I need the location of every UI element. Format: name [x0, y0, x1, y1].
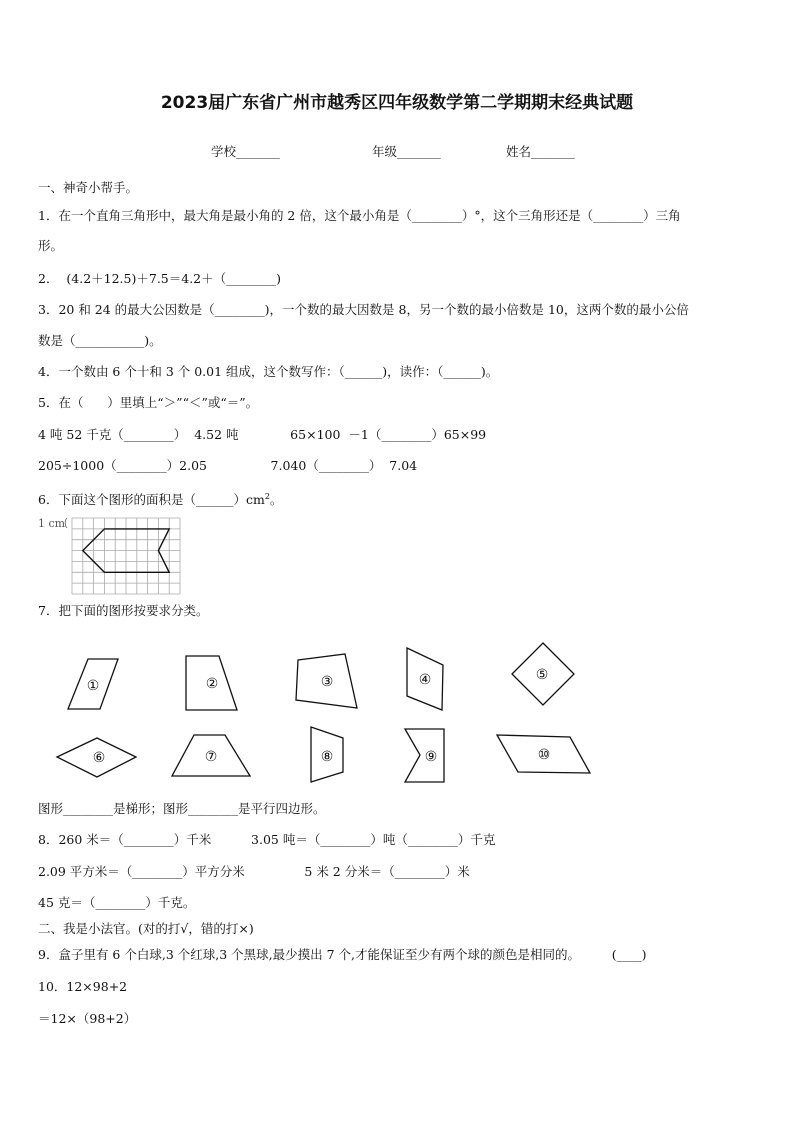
shape-label-2: ② — [205, 676, 219, 692]
question-8-line-2: 2.09 平方米＝（________）平方分米 5 米 2 分米＝（________）米 — [38, 864, 470, 879]
question-9: 9．盒子里有 6 个白球,3 个红球,3 个黑球,最少摸出 7 个,才能保证至少有两个球的颜色是相同的。 (____) — [38, 947, 647, 962]
question-8-line-3: 45 克＝（________）千克。 — [38, 895, 196, 910]
section-2-heading: 二、我是小法官。(对的打√，错的打×) — [38, 921, 254, 936]
shape-label-9: ⑨ — [424, 749, 438, 765]
shape-label-10: ⑩ — [537, 747, 551, 763]
shape-label-1: ① — [86, 678, 100, 694]
grid-unit-label: 1 cm — [38, 517, 66, 530]
question-3-line-2: 数是（___________)。 — [38, 333, 162, 348]
question-4: 4．一个数由 6 个十和 3 个 0.01 组成，这个数写作：（______)，读作：（______)。 — [38, 364, 499, 379]
question-1-line-1: 1．在一个直角三角形中，最大角是最小角的 2 倍，这个最小角是（________）°，这个三角形还是（________）三角 — [38, 208, 681, 223]
shape-label-6: ⑥ — [92, 750, 106, 766]
question-7-answer: 图形________是梯形；图形________是平行四边形。 — [38, 801, 326, 816]
question-5: 5．在（ ）里填上“＞”“＜”或“＝”。 — [38, 395, 259, 410]
shape-label-4: ④ — [418, 672, 432, 688]
grade-field[interactable]: 年级_______ — [372, 144, 441, 159]
name-field[interactable]: 姓名_______ — [506, 144, 575, 159]
question-10-line-2: ＝12×（98+2） — [38, 1011, 137, 1026]
page-title: 2023届广东省广州市越秀区四年级数学第二学期期末经典试题 — [160, 93, 634, 113]
shapes-figure — [0, 636, 794, 786]
shape-label-5: ⑤ — [535, 667, 549, 683]
question-6-end: 。 — [269, 492, 283, 508]
question-10-line-1: 10．12×98+2 — [38, 979, 128, 994]
question-6-superscript: 2 — [264, 492, 270, 501]
question-5-row-2: 205÷1000（________）2.05 7.040（________） 7.04 — [38, 458, 418, 473]
section-1-heading: 一、神奇小帮手。 — [38, 180, 139, 195]
question-8-line-1: 8．260 米＝（________）千米 3.05 吨＝（________）吨（________）千克 — [38, 832, 496, 847]
question-6-text: 6．下面这个图形的面积是（______）cm — [38, 492, 265, 508]
question-5-row-1: 4 吨 52 千克（________） 4.52 吨 65×100 －1（________）65×99 — [38, 427, 487, 442]
shape-label-8: ⑧ — [320, 749, 334, 765]
shape-label-3: ③ — [320, 674, 334, 690]
school-field[interactable]: 学校_______ — [211, 144, 280, 159]
question-7: 7．把下面的图形按要求分类。 — [38, 603, 209, 618]
shape-label-7: ⑦ — [204, 749, 218, 765]
question-3-line-1: 3．20 和 24 的最大公因数是（________)，一个数的最大因数是 8，另一个数的最小倍数是 10，这两个数的最小公倍 — [38, 302, 689, 317]
question-6 — [38, 489, 282, 508]
grid-figure — [36, 514, 182, 596]
question-2: 2． (4.2＋12.5)＋7.5＝4.2＋（________) — [38, 271, 281, 286]
question-1-line-2: 形。 — [38, 238, 64, 253]
